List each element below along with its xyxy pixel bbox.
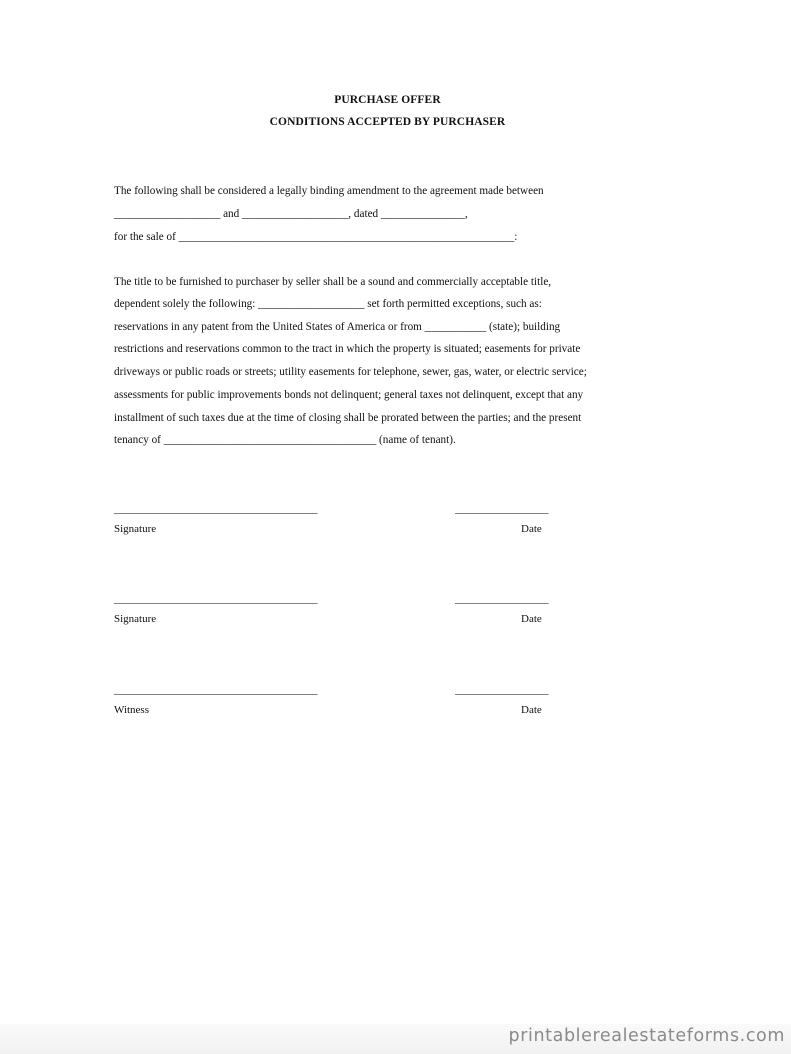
paragraph2-line-3: reservations in any patent from the United States of America or from ___________ (state); building	[114, 321, 561, 333]
signature-line: _____________________________________	[114, 503, 318, 515]
paragraph2-line-1: The title to be furnished to purchaser by seller shall be a sound and commercially acceptable title,	[114, 276, 552, 288]
signature-label: Signature	[114, 523, 157, 535]
witness-line: _____________________________________	[114, 684, 318, 696]
watermark-text: printablerealestateforms.com	[508, 1026, 785, 1046]
paragraph2-line-6: assessments for public improvements bonds not delinquent; general taxes not delinquent, except that any	[114, 389, 584, 401]
date-line: _________________	[455, 684, 549, 696]
date-label: Date	[521, 613, 542, 625]
paragraph1-line-3: for the sale of ____________________________________________________________:	[114, 231, 518, 243]
document-subtitle: CONDITIONS ACCEPTED BY PURCHASER	[269, 116, 506, 128]
paragraph1-line-2: ___________________ and ___________________, dated _______________,	[114, 208, 468, 220]
date-label: Date	[521, 704, 542, 716]
date-label: Date	[521, 523, 542, 535]
date-line: _________________	[455, 503, 549, 515]
paragraph2-line-5: driveways or public roads or streets; utility easements for telephone, sewer, gas, water, or electric service;	[114, 366, 587, 378]
signature-line: _____________________________________	[114, 593, 318, 605]
signature-label: Signature	[114, 613, 157, 625]
paragraph2-line-2: dependent solely the following: ___________________ set forth permitted exceptions, such as:	[114, 298, 542, 310]
document-title: PURCHASE OFFER	[334, 94, 441, 106]
witness-label: Witness	[114, 704, 149, 716]
paragraph2-line-8: tenancy of ______________________________________ (name of tenant).	[114, 434, 456, 446]
date-line: _________________	[455, 593, 549, 605]
paragraph2-line-4: restrictions and reservations common to the tract in which the property is situated; easements for private	[114, 343, 581, 355]
paragraph2-line-7: installment of such taxes due at the time of closing shall be prorated between the parties; and the present	[114, 412, 582, 424]
footer-bar	[0, 1024, 791, 1054]
paragraph1-line-1: The following shall be considered a legally binding amendment to the agreement made between	[114, 185, 544, 197]
